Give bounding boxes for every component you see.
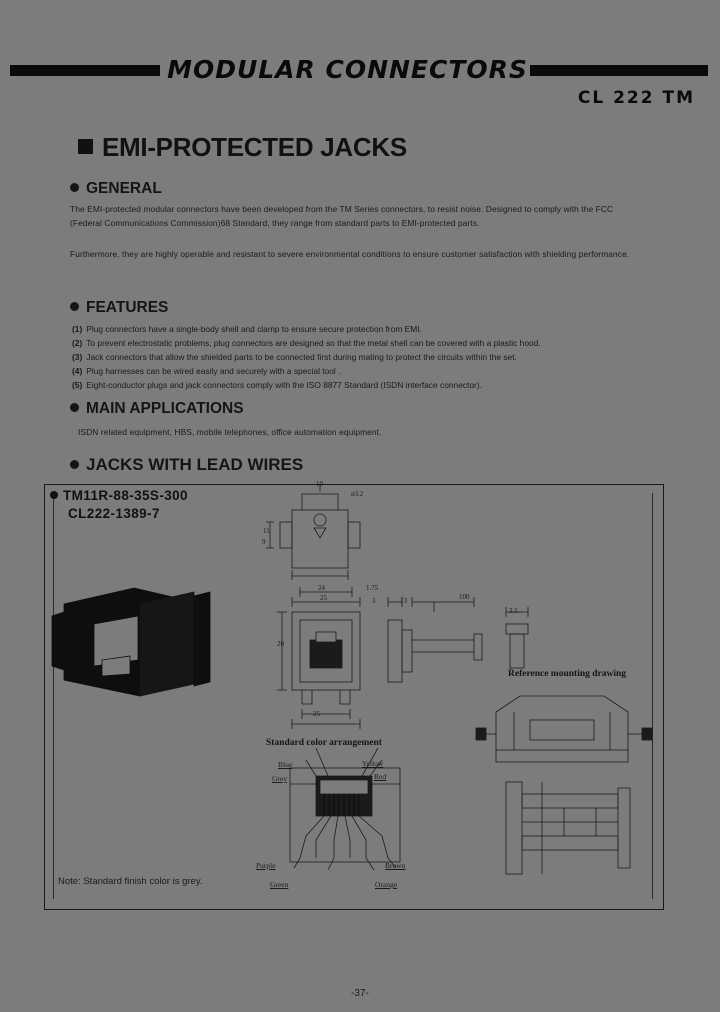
feature-item-1 bbox=[72, 322, 541, 336]
section-heading-general bbox=[70, 180, 162, 198]
round-bullet-icon bbox=[70, 403, 79, 412]
header-rule-right bbox=[530, 65, 708, 76]
dimension-3-5: 3.5 bbox=[509, 607, 518, 615]
section-heading-main-applications bbox=[70, 400, 244, 418]
wire-label-blue: Blue bbox=[278, 760, 293, 769]
section-heading-jacks-lead-wires-text: JACKS WITH LEAD WIRES bbox=[86, 455, 304, 474]
wire-label-yellow: Yellow bbox=[362, 759, 384, 768]
feature-item-2 bbox=[72, 336, 541, 350]
dimension-13: 13 bbox=[400, 597, 407, 605]
round-bullet-icon bbox=[70, 183, 79, 192]
feature-item-4 bbox=[72, 364, 541, 378]
feature-number-4: (4) bbox=[72, 366, 83, 376]
dimension-25: 25 bbox=[320, 594, 327, 602]
general-paragraph-1: The EMI-protected modular connectors have been developed from the TM Series connectors, to resist noise. Designed to comply with the FCC (Federal Communications Commission)68 Standard, they range from standard parts to EMI-protected parts. bbox=[70, 204, 614, 228]
document-header-title: MODULAR CONNECTORS bbox=[167, 55, 528, 84]
dimension-1-75: 1.75 bbox=[366, 584, 379, 592]
dimension-24: 24 bbox=[318, 584, 325, 592]
page-title-text: EMI-PROTECTED JACKS bbox=[102, 132, 407, 162]
page-title bbox=[78, 132, 407, 163]
document-code: CL 222 TM bbox=[577, 88, 695, 108]
main-applications-text: ISDN related equipment, HBS, mobile telephones, office automation equipment. bbox=[78, 427, 382, 437]
feature-number-2: (2) bbox=[72, 338, 83, 348]
top-plan-view bbox=[266, 484, 360, 580]
dimension-dia-3-2: ø3.2 bbox=[351, 490, 364, 498]
dimension-20: 20 bbox=[277, 640, 284, 648]
reference-mounting-drawing bbox=[476, 696, 652, 762]
dimension-25b: 25 bbox=[313, 710, 320, 718]
part-number-secondary: CL222-1389-7 bbox=[68, 506, 160, 521]
wire-label-grey: Grey bbox=[272, 774, 287, 783]
section-heading-main-applications-text: MAIN APPLICATIONS bbox=[86, 400, 244, 417]
dimension-3: 3 bbox=[372, 597, 376, 605]
section-heading-features bbox=[70, 299, 168, 317]
wire-label-purple: Purple bbox=[256, 861, 276, 870]
feature-number-1: (1) bbox=[72, 324, 83, 334]
wire-label-red: Red bbox=[374, 772, 387, 781]
isometric-jack-body bbox=[52, 588, 210, 696]
feature-text-1: Plug connectors have a single-body shell and clamp to ensure secure protection from EMI. bbox=[86, 324, 422, 334]
side-view bbox=[388, 597, 528, 682]
part-number-primary: TM11R-88-35S-300 bbox=[63, 488, 188, 503]
caption-reference-mounting: Reference mounting drawing bbox=[508, 669, 627, 679]
feature-number-3: (3) bbox=[72, 352, 83, 362]
section-heading-features-text: FEATURES bbox=[86, 299, 169, 316]
dimension-10: 10 bbox=[316, 480, 323, 488]
feature-text-2: To prevent electrostatic problems, plug connectors are designed so that the metal shell can be covered with a plastic hood. bbox=[86, 338, 541, 348]
feature-item-5 bbox=[72, 378, 541, 392]
section-heading-general-text: GENERAL bbox=[86, 180, 162, 197]
dimension-11: 11 bbox=[263, 527, 270, 535]
technical-drawing bbox=[44, 484, 662, 908]
wire-label-green: Green bbox=[270, 880, 289, 889]
feature-text-5: Eight-conductor plugs and jack connectors comply with the ISO 8877 Standard (ISDN interface connector). bbox=[86, 380, 482, 390]
square-bullet-icon bbox=[78, 139, 93, 154]
finish-color-note: Note: Standard finish color is grey. bbox=[58, 876, 203, 887]
front-view-with-dimensions bbox=[277, 587, 360, 729]
caption-color-arrangement: Standard color arrangement bbox=[266, 738, 382, 748]
feature-text-3: Jack connectors that allow the shielded parts to be connected first during mating to protect the circuits within the set. bbox=[86, 352, 517, 362]
feature-item-3 bbox=[72, 350, 541, 364]
dimension-9: 9 bbox=[262, 538, 266, 546]
round-bullet-icon bbox=[70, 302, 79, 311]
header-rule-left bbox=[10, 65, 160, 76]
header-band bbox=[10, 55, 710, 85]
section-heading-jacks-lead-wires bbox=[70, 455, 303, 475]
features-list bbox=[72, 322, 541, 392]
general-paragraph-2: Furthermore, they are highly operable and resistant to severe environmental conditions to ensure customer satisfaction with shielding performance. bbox=[70, 249, 630, 259]
feature-text-4: Plug harnesses can be wired easily and securely with a special tool . bbox=[86, 366, 341, 376]
wire-label-brown: Brown bbox=[385, 861, 406, 870]
page-number: -37- bbox=[351, 988, 369, 999]
wire-label-orange: Orange bbox=[375, 880, 398, 889]
mounting-detail-view bbox=[506, 782, 630, 874]
dimension-100: 100 bbox=[459, 593, 470, 601]
color-arrangement-drawing bbox=[290, 748, 400, 870]
round-bullet-icon bbox=[70, 460, 79, 469]
feature-number-5: (5) bbox=[72, 380, 83, 390]
